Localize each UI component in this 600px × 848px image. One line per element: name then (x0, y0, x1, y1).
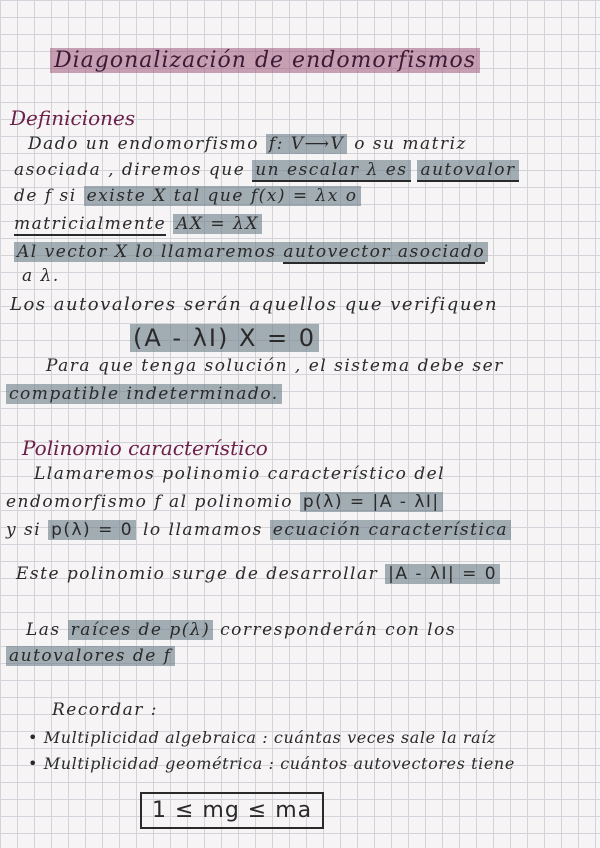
pol-line-1: Llamaremos polinomio característico del (34, 464, 446, 484)
def-line-2: asociada , diremos que un escalar λ es autovalor (14, 160, 519, 180)
pol-equation-highlight: p(λ) = 0 (48, 520, 136, 540)
definiciones-heading: Definiciones (10, 106, 136, 130)
def-line-7: Los autovalores serán aquellos que verifiquen (10, 294, 499, 315)
bullet-icon: • (28, 728, 39, 747)
def-line-9 (6, 384, 282, 404)
recordar-bullet: • Multiplicidad geométrica : cuántos autovectores tiene (28, 754, 515, 773)
def-line-5: Al vector X lo llamaremos autovector asociado (14, 242, 488, 262)
def-line-8: Para que tenga solución , el sistema debe ser (46, 356, 504, 376)
def-formula: (A - λI) X = 0 (130, 324, 319, 352)
pol-line-2: endomorfismo f al polinomio p(λ) = |A - λI| (6, 492, 443, 512)
polinomio-heading: Polinomio característico (22, 436, 268, 460)
def-autovalor-highlight: autovalor (417, 160, 518, 182)
def-map-highlight: f: V⟶V (266, 134, 347, 154)
pol-line-4: Este polinomio surge de desarrollar |A - λI| = 0 (16, 564, 500, 584)
pol-line-5: Las raíces de p(λ) corresponderán con los (26, 620, 457, 640)
def-line-6: a λ. (22, 266, 60, 286)
def-autovector-highlight: autovector asociado (283, 242, 486, 262)
pol-line-3: y si p(λ) = 0 lo llamamos ecuación característica (6, 520, 511, 540)
page-title: Diagonalización de endomorfismos (50, 48, 480, 73)
pol-definition-highlight: p(λ) = |A - λI| (300, 492, 443, 512)
def-matrix-eq-highlight: AX = λX (173, 214, 262, 234)
def-line-4: matricialmente AX = λX (14, 214, 262, 234)
def-scalar-highlight: un escalar λ es (252, 160, 410, 182)
pol-raices-highlight: raíces de p(λ) (68, 620, 214, 640)
recordar-heading: Recordar : (52, 700, 159, 720)
pol-ecuacion-highlight: ecuación característica (270, 520, 511, 540)
def-existe-highlight: existe X tal que f(x) = λx o (84, 186, 361, 206)
bullet-icon: • (28, 754, 39, 773)
def-line-3: de f si existe X tal que f(x) = λx o (14, 186, 361, 206)
pol-autovalores-highlight: autovalores de f (6, 646, 175, 666)
pol-det-highlight: |A - λI| = 0 (385, 564, 500, 584)
def-compatible-highlight: compatible indeterminado. (6, 384, 282, 404)
recordar-formula: 1 ≤ mg ≤ ma (140, 798, 324, 823)
recordar-bullet: • Multiplicidad algebraica : cuántas veces sale la raíz (28, 728, 497, 747)
pol-line-6 (6, 646, 175, 666)
def-line-1: Dado un endomorfismo f: V⟶V o su matriz (28, 134, 468, 154)
